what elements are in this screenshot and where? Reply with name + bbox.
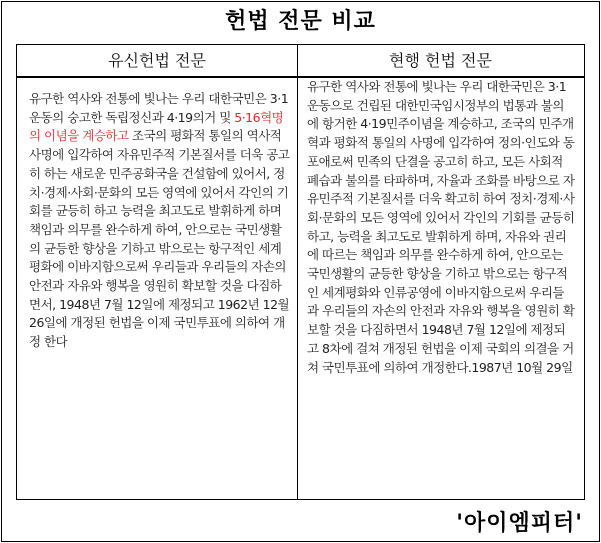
- column-divider: [297, 76, 298, 499]
- yushin-highlighted-phrase: 5·16혁명의 이념을 계승하고: [29, 109, 284, 144]
- yushin-text-part1: 유구한 역사와 전통에 빛나는 우리 대한국민은 3·1운동의 숭고한 독립정신과 4·19의거 및: [29, 91, 289, 125]
- yushin-text-part2: 조국의 평화적 통일의 역사적 사명에 입각하여 자유민주적 기본질서를 더욱 공고히 하는 새로운 민주공화국을 건설함에 있어서, 정치·경제·사회·문화의 모든 영역에 있어서 각인의 기회를 균등히 하고 능력을 최고도로 발휘하게 하며 책임과 의무를 완수하게 하여, 안으로는 국민생활의 균등한 향상을 기하고 밖으로는 항구적인 세계평화에 이바지함으로써 우리들과 우리들의 자손의 안전과 자유와 행복을 영원히 확보할 것을 다짐하면서, 1948년 7월 12일에 제정되고 1962년 12월 26일에 개정된 헌법을 이제 국민투표에 의하여 개정 한다: [29, 128, 290, 350]
- comparison-table: [16, 44, 585, 500]
- page-title: 헌법 전문 비교: [225, 9, 376, 34]
- current-preamble-text: 유구한 역사와 전통에 빛나는 우리 대한국민은 3·1운동으로 건립된 대한민국임시정부의 법통과 불의에 항거한 4·19민주이념을 계승하고, 조국의 민주개혁과 평화적 통일의 사명에 입각하여 정의·인도와 동포애로써 민족의 단결을 공고히 하고, 모든 사회적 폐습과 불의를 타파하며, 자율과 조화를 바탕으로 자유민주적 기본질서를 더욱 확고히 하여 정치·경제·사회·문화의 모든 영역에 있어서 각인의 기회를 균등히 하고, 능력을 최고도로 발휘하게 하며, 자유와 권리에 따르는 책임과 의무를 완수하게 하여, 안으로는 국민생활의 균등한 향상을 기하고 밖으로는 항구적인 세계평화와 인류공영에 이바지함으로써 우리들과 우리들의 자손의 안전과 자유와 행복을 영원히 확보할 것을 다짐하면서 1948년 7월 12일에 제정되고 8차에 걸쳐 개정된 헌법을 이제 국회의 의결을 거쳐 국민투표에 의하여 개정한다.1987년 10월 29일: [307, 79, 575, 375]
- header-yushin-constitution: 유신헌법 전문: [17, 45, 298, 76]
- source-brand: '아이엠피터': [456, 511, 583, 536]
- yushin-preamble-text: [29, 90, 291, 352]
- header-current-constitution: 현행 헌법 전문: [389, 51, 492, 70]
